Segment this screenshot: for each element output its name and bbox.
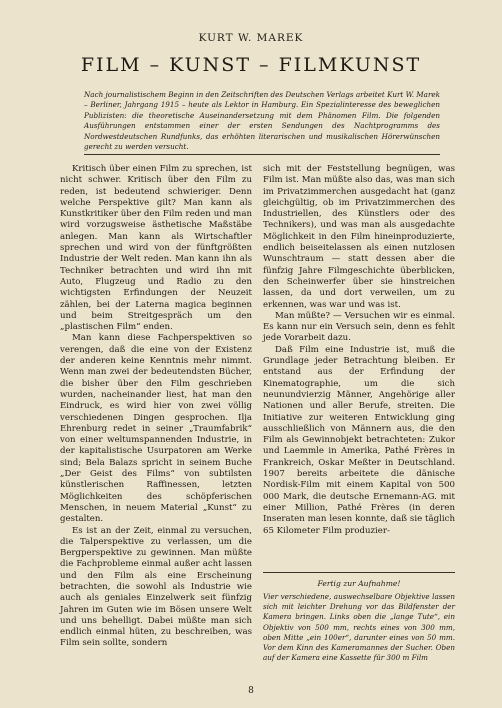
paragraph: Man kann diese Fachperspektiven so verengen, daß die eine von der Existenz der anderen keine Kenntnis mehr nimmt. Wenn man zwei der bedeutendsten Bücher, die bisher über den Film geschrieben wurden, nacheinander liest, hat man den Eindruck, es wird hier von zwei völlig verschiedenen Dingen gesprochen. Ilja Ehrenburg redet in seiner „Traumfabrik“ von einer weltumspannenden Industrie, in der kapitalistische Usurpatoren am Werke sind; Bela Balazs spricht in seinem Buche „Der Geist des Films“ von subtilsten künstlerischen Raffinessen, letzten Möglichkeiten des schöpferischen Menschen, in neuem Material „Kunst“ zu gestalten. (60, 333, 252, 525)
paragraph: Man müßte? — Versuchen wir es einmal. Es kann nur ein Versuch sein, denn es fehlt jede Vorarbeit dazu. (263, 310, 455, 344)
intro-paragraph: Nach journalistischem Beginn in den Zeitschriften des Deutschen Verlags arbeitet Kurt W. Marek – Berliner, Jahrgang 1915 – heute als Lektor in Hamburg. Ein Spezialinteresse des beweglichen Publizisten: die theoretische Auseinandersetzung mit dem Phänomen Film. Die folgenden Ausführungen entstammen einer der ersten Sendungen des Nachtprogramms des Nordwestdeutschen Rundfunks, das erhöhten literarischen und musikalischen Hörerwünschen gerecht zu werden versucht. (84, 90, 440, 152)
caption-title: Fertig zur Aufnahme! (317, 579, 401, 588)
page-number: 8 (248, 686, 254, 696)
photo-caption-box (263, 572, 455, 663)
caption-text: Vier verschiedene, auswechselbare Objektive lassen sich mit leichter Drehung vor das Bildfenster der Kamera bringen. Links oben die „lange Tute“, ein Objektiv von 500 mm, rechts eines von 300 mm, oben Mitte „ein 100er“, darunter eines von 50 mm. Vor dem Kinn des Kameramannes der Sucher. Oben auf der Kamera eine Kassette für 300 m Film (263, 592, 455, 663)
article-title: FILM – KUNST – FILMKUNST (80, 54, 422, 76)
right-column (263, 164, 455, 537)
paragraph: Es ist an der Zeit, einmal zu versuchen, die Talperspektive zu verlassen, um die Bergperspektive zu gewinnen. Man müßte die Fachprobleme einmal außer acht lassen und den Film als eine Erscheinung betrachten, die sowohl als Industrie wie auch als geniales Einzelwerk seit fünfzig Jahren im Guten wie im Bösen unsere Welt und uns behelligt. Dabei müßte man sich endlich einmal hüten, zu beschreiben, was Film sein sollte, sondern (60, 525, 252, 649)
divider-rule (84, 154, 440, 155)
paragraph: Daß Film eine Industrie ist, muß die Grundlage jeder Betrachtung bleiben. Er entstand aus der Erfindung der Kinematographie, um die sich neunundvierzig Männer, Angehörige aller Nationen und aller Berufe, streiten. Die Initiative zur weiteren Entwicklung ging ausschließlich von Männern aus, die den Film als Gewinnobjekt betrachteten: Zukor und Laemmle in Amerika, Pathé Frères in Frankreich, Oskar Meßter in Deutschland. 1907 bereits arbeitete die dänische Nordisk-Film mit einem Kapital von 500 000 Mark, die deutsche Ernemann-AG. mit einer Million, Pathé Frères (in deren Inseraten man lesen konnte, daß sie täglich 65 Kilometer Film produzier- (263, 344, 455, 536)
left-column (60, 164, 252, 650)
author-name: KURT W. MAREK (198, 32, 304, 44)
paragraph: sich mit der Feststellung begnügen, was Film ist. Man müßte also das, was man sich im Privatzimmerchen ausgedacht hat (ganz gleichgültig, ob im Privatzimmerchen des Industriellen, des Künstlers oder des Technikers), und was man als ausgedachte Möglichkeit in den Film hineinproduzierte, endlich beiseitelassen als einen nutzlosen Wunschtraum — statt dessen aber die fünfzig Jahre Filmgeschichte überblicken, den Scheinwerfer über sie hinstreichen lassen, da und dort verweilen, um zu erkennen, was war und was ist. (263, 164, 455, 310)
paragraph: Kritisch über einen Film zu sprechen, ist nicht schwer. Kritisch über den Film zu reden, ist bedeutend schwieriger. Denn welche Perspektive gilt? Man kann als Kunstkritiker über den Film reden und man wird vorzugsweise ästhetische Maßstäbe anlegen. Man kann als Wirtschaftler sprechen und wird von der fünftgrößten Industrie der Welt reden. Man kann ihn als Techniker betrachten und wird ihn mit Auto, Flugzeug und Radio zu den wichtigsten Erfindungen der Neuzeit zählen, bei der Laterna magica beginnen und beim Streitgespräch um den „plastischen Film“ enden. (60, 164, 252, 333)
